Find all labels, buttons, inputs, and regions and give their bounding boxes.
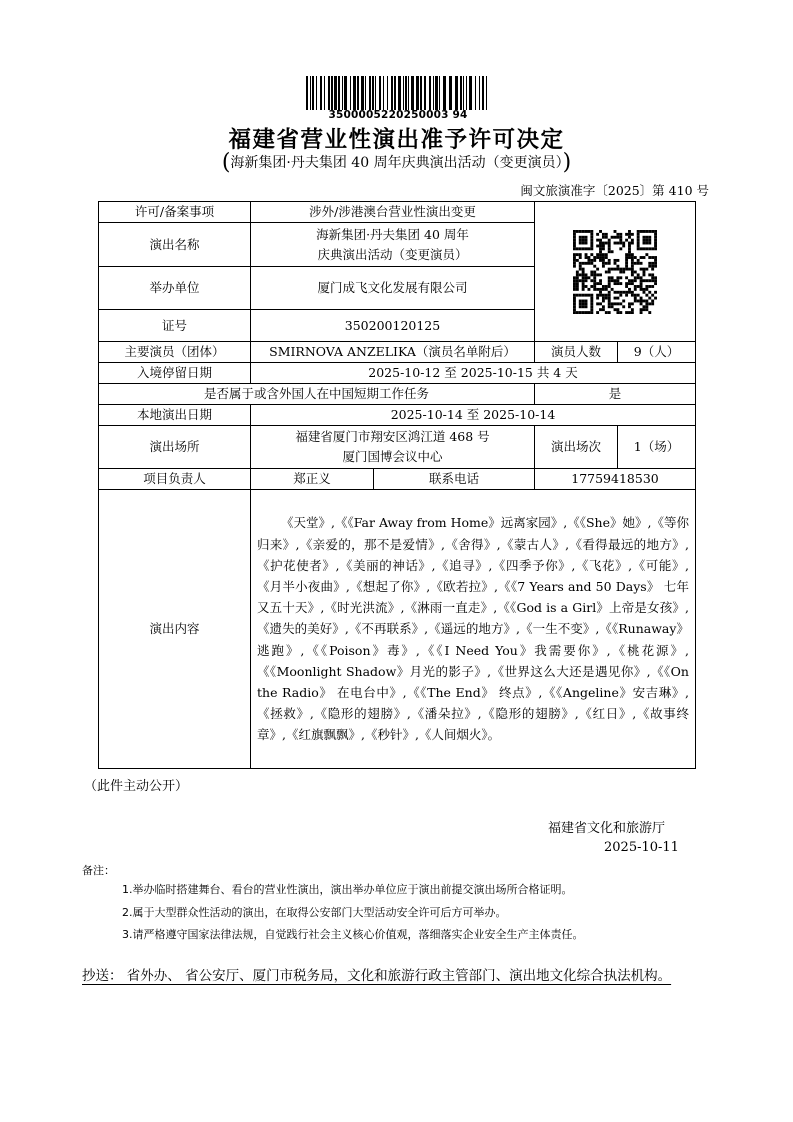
show-name-line2: 庆典演出活动（变更演员） — [317, 246, 468, 262]
license-value: 350200120125 — [251, 310, 535, 342]
venue-label: 演出场所 — [99, 426, 251, 469]
performer-value: SMIRNOVA ANZELIKA（演员名单附后） — [251, 342, 535, 363]
phone-value: 17759418530 — [535, 469, 696, 490]
venue-value — [251, 426, 535, 469]
permit-type-label: 许可/备案事项 — [99, 202, 251, 223]
notes-title: 备注： — [82, 864, 115, 877]
table-row — [99, 426, 696, 469]
table-row — [99, 384, 696, 405]
subtitle-open-paren: ( — [221, 150, 231, 175]
permit-table — [98, 201, 696, 769]
manager-label: 项目负责人 — [99, 469, 251, 490]
table-row — [99, 363, 696, 384]
stay-date-label: 入境停留日期 — [99, 363, 251, 384]
table-row — [99, 469, 696, 490]
permit-type-value: 涉外/涉港澳台营业性演出变更 — [251, 202, 535, 223]
qr-code-image — [573, 230, 657, 314]
cc-text: 省外办、 省公安厅、厦门市税务局，文化和旅游行政主管部门、演出地文化综合执法机构。 — [122, 968, 672, 984]
foreign-work-label: 是否属于或含外国人在中国短期工作任务 — [99, 384, 535, 405]
note-item: 1.举办临时搭建舞台、看台的营业性演出，演出举办单位应于演出前提交演出场所合格证明。 — [122, 883, 573, 896]
stay-date-value: 2025-10-12 至 2025-10-15 共 4 天 — [251, 363, 696, 384]
document-number: 闽文旅演准字〔2025〕第 410 号 — [520, 183, 709, 198]
barcode-image — [306, 76, 490, 110]
cc-label: 抄送： — [82, 968, 123, 984]
table-row — [99, 202, 696, 223]
note-item: 3.请严格遵守国家法律法规，自觉践行社会主义核心价值观，落细落实企业安全生产主体责任。 — [122, 928, 584, 941]
performer-label: 主要演员（团体） — [99, 342, 251, 363]
table-row — [99, 342, 696, 363]
qr-code-cell — [535, 202, 696, 342]
cc-recipients — [82, 965, 714, 987]
phone-label: 联系电话 — [374, 469, 535, 490]
local-date-label: 本地演出日期 — [99, 405, 251, 426]
organizer-value: 厦门成飞文化发展有限公司 — [251, 267, 535, 310]
organizer-label: 举办单位 — [99, 267, 251, 310]
performer-count-label: 演员人数 — [535, 342, 618, 363]
document-subtitle — [0, 150, 793, 175]
table-row — [99, 405, 696, 426]
show-name-line1: 海新集团·丹夫集团 40 周年 — [316, 226, 469, 242]
show-name-value — [251, 223, 535, 267]
content-label: 演出内容 — [99, 490, 251, 769]
session-label: 演出场次 — [535, 426, 618, 469]
subtitle-text: 海新集团·丹夫集团 40 周年庆典演出活动（变更演员） — [230, 155, 563, 171]
local-date-value: 2025-10-14 至 2025-10-14 — [251, 405, 696, 426]
table-row — [99, 490, 696, 769]
issue-date: 2025-10-11 — [604, 840, 679, 855]
venue-line1: 福建省厦门市翔安区鸿江道 468 号 — [295, 429, 490, 444]
performer-count-value: 9（人） — [618, 342, 696, 363]
venue-line2: 厦门国博会议中心 — [342, 449, 443, 464]
content-value: 《天堂》,《《Far Away from Home》远离家园》,《《She》她》,《等你归来》,《亲爱的，那不是爱情》,《舍得》,《蒙古人》,《看得最远的地方》,《护花使者》,《美丽的神话》,《追寻》,《四季予你》,《飞花》,《可能》,《月半小夜曲》,《想起了你》,《欧若拉》,《《7 Years and 50 Days》 七年又五十天》,《时光洪流》,《淋雨一直走》,《《God is a Girl》上帝是女孩》,《遗失的美好》,《不再联系》,《遥远的地方》,《一生不变》,《《Runaway》逃跑》,《《Poison》毒》,《《I Need You》我需要你》,《桃花源》,《《Moonlight Shadow》月光的影子》,《世界这么大还是遇见你》,《《On the Radio》 在电台中》,《《The End》 终点》,《《Angeline》安吉琳》,《拯救》,《隐形的翅膀》,《潘朵拉》,《隐形的翅膀》,《红日》,《故事终章》,《红旗飘飘》,《秒针》,《人间烟火》。 — [251, 490, 696, 769]
foreign-work-value: 是 — [535, 384, 696, 405]
show-name-label: 演出名称 — [99, 223, 251, 267]
manager-value: 郑正义 — [251, 469, 374, 490]
note-item: 2.属于大型群众性活动的演出，在取得公安部门大型活动安全许可后方可举办。 — [122, 906, 507, 919]
session-value: 1（场） — [618, 426, 696, 469]
document-title: 福建省营业性演出准予许可决定 — [228, 127, 565, 153]
public-note: （此件主动公开） — [84, 779, 189, 794]
subtitle-close-paren: ) — [562, 150, 572, 175]
license-label: 证号 — [99, 310, 251, 342]
barcode-number: 3500005220250003 94 — [328, 109, 468, 121]
issuer-name: 福建省文化和旅游厅 — [548, 821, 666, 836]
